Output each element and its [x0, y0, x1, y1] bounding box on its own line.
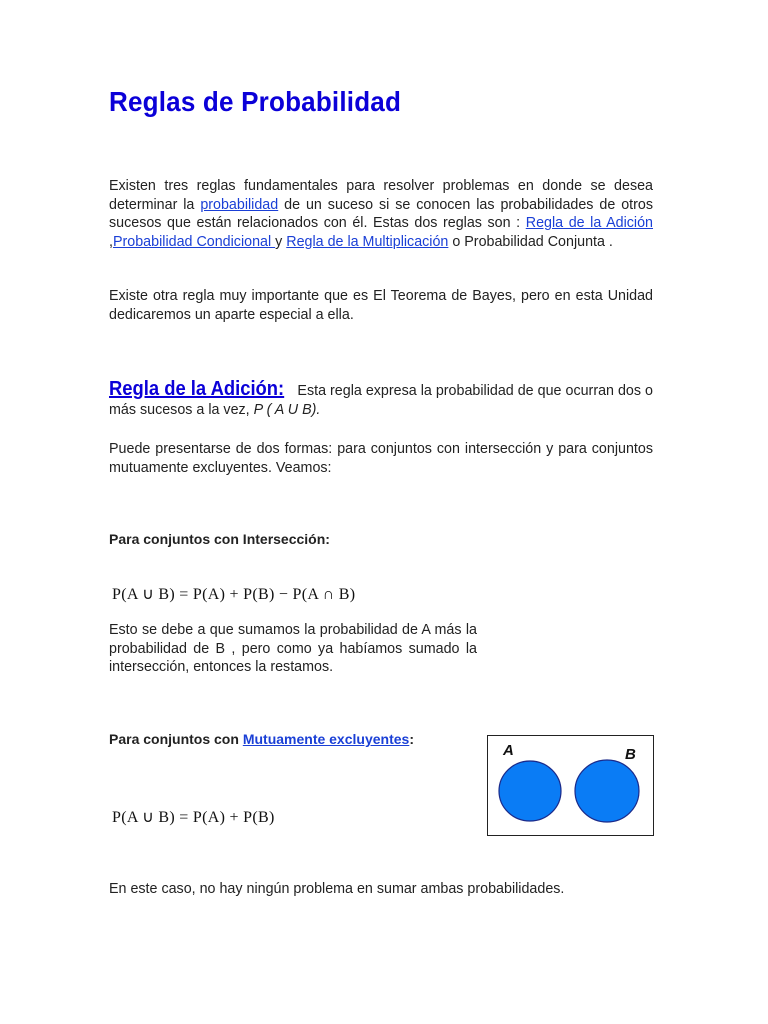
- excluyentes-heading-suffix: :: [409, 731, 414, 747]
- interseccion-explanation: Esto se debe a que sumamos la probabilidad de A más la probabilidad de B , pero como ya habíamos sumado la intersección, entonces la restamos.: [109, 622, 477, 675]
- formas-paragraph: Puede presentarse de dos formas: para conjuntos con intersección y para conjuntos mutuamente excluyentes. Veamos:: [109, 441, 653, 476]
- intro-text-2: de un suceso si se conocen las probabilidades de otros sucesos que están relacionados con él. Estas dos reglas son :: [109, 196, 653, 231]
- link-mutuamente-excluyentes[interactable]: Mutuamente excluyentes: [242, 731, 410, 747]
- regla-adicion-heading: Regla de la Adición:: [109, 378, 285, 400]
- bayes-paragraph: Existe otra regla muy importante que es El Teorema de Bayes, pero en esta Unidad dedicaremos un aparte especial a ella.: [109, 288, 653, 323]
- adicion-text: Esta regla expresa la probabilidad de que ocurran dos o más sucesos a la vez,: [109, 383, 653, 418]
- set-b-circle: [575, 760, 639, 822]
- intro-text-1: Existen tres reglas fundamentales para resolver problemas en donde se desea determinar la: [109, 178, 653, 213]
- excluyentes-heading-prefix: Para conjuntos con: [109, 731, 243, 747]
- venn-svg: [488, 736, 653, 835]
- excluyentes-formula: P(A ∪ B) = P(A) + P(B): [112, 809, 275, 826]
- excluyentes-heading: [109, 731, 414, 747]
- page-title: Reglas de Probabilidad: [109, 86, 402, 117]
- interseccion-formula: P(A ∪ B) = P(A) + P(B) − P(A ∩ B): [112, 586, 356, 603]
- intro-paragraph: [109, 177, 653, 251]
- set-a-circle: [499, 761, 561, 821]
- conclusion-paragraph: En este caso, no hay ningún problema en sumar ambas probabilidades.: [109, 881, 565, 897]
- link-probabilidad[interactable]: probabilidad: [200, 196, 279, 213]
- intro-text-3: ,: [109, 233, 113, 250]
- venn-diagram: [487, 735, 654, 836]
- set-a-label: A: [503, 742, 514, 759]
- link-regla-adicion[interactable]: Regla de la Adición: [525, 215, 654, 231]
- link-probabilidad-condicional[interactable]: Probabilidad Condicional: [112, 233, 276, 250]
- link-regla-multiplicacion[interactable]: Regla de la Multiplicación: [286, 233, 449, 250]
- intro-text-5: o Probabilidad Conjunta .: [448, 233, 613, 250]
- adicion-paragraph: [109, 380, 653, 419]
- set-b-label: B: [625, 746, 636, 763]
- intro-text-4: y: [275, 233, 287, 250]
- interseccion-heading: Para conjuntos con Intersección:: [109, 531, 330, 547]
- adicion-expression: P ( A U B).: [253, 401, 321, 418]
